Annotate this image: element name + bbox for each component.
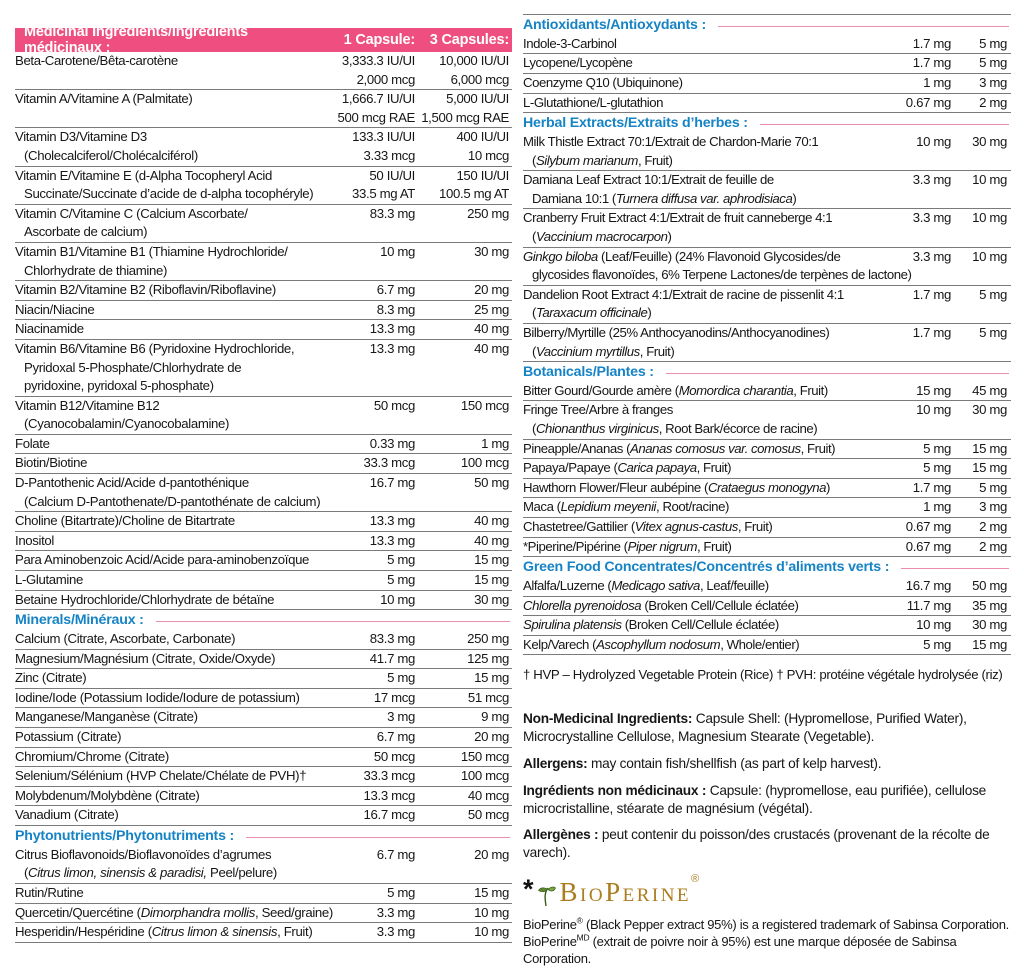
amount-3-capsules: 20 mg (474, 846, 509, 862)
ingredient-name: Rutin/Rutine (15, 884, 84, 900)
ingredient-row (15, 454, 512, 474)
paragraph-text: Capsule: (hypromellose, eau purifiée), cellulose microcristalline, stéarate de magnésium (végétal). (523, 782, 987, 816)
amount-1-capsule: 3.3 mg (912, 210, 951, 226)
ingredient-row (15, 689, 512, 709)
amount-1-capsule: 41.7 mg (369, 650, 415, 666)
heading-underline (718, 26, 1009, 27)
info-paragraph (523, 826, 1011, 862)
info-paragraph (523, 782, 1011, 818)
ingredient-name: Hesperidin/Hespéridine (Citrus limon & sinensis, Fruit) (15, 924, 313, 940)
amount-3-capsules: 150 IU/UI 100.5 mg AT (439, 167, 509, 202)
amount-1-capsule: 5 mg (923, 440, 951, 456)
ingredient-row (523, 324, 1011, 362)
bioperine-logo: * BioPerine ® (523, 879, 1011, 911)
ingredient-name: Niacin/Niacine (15, 301, 95, 317)
amount-3-capsules: 45 mg (972, 382, 1007, 398)
ingredient-row (523, 518, 1011, 538)
heading-underline (156, 621, 510, 622)
amount-3-capsules: 5 mg (979, 286, 1007, 302)
amount-3-capsules: 150 mcg (460, 397, 509, 413)
amount-3-capsules: 9 mg (481, 709, 509, 725)
ingredient-row (523, 248, 1011, 286)
amount-1-capsule: 10 mg (916, 402, 951, 418)
ingredient-name: D-Pantothenic Acid/Acide d-pantothénique (Calcium D-Pantothenate/D-pantothénate de calcium) (15, 475, 321, 509)
non-medicinal-info (523, 710, 1011, 862)
amount-1-capsule: 10 mg (380, 591, 415, 607)
ingredient-name: Maca (Lepidium meyenii, Root/racine) (523, 499, 729, 515)
ingredient-row (523, 440, 1011, 460)
amount-3-capsules: 20 mg (474, 282, 509, 298)
amount-3-capsules: 35 mg (972, 597, 1007, 613)
paragraph-text: peut contenir du poisson/des crustacés (provenant de la récolte de varech). (523, 827, 990, 861)
amount-1-capsule: 11.7 mg (906, 597, 951, 613)
ingredient-row (15, 904, 512, 924)
amount-1-capsule: 3 mg (387, 709, 415, 725)
amount-3-capsules: 50 mg (474, 475, 509, 491)
ingredient-name: Damiana Leaf Extract 10:1/Extrait de feuille de Damiana 10:1 (Turnera diffusa var. aphrodisiaca) (523, 172, 797, 206)
medicinal-header-title: Medicinal Ingredients/Ingrédients médicinaux : (24, 24, 248, 56)
amount-3-capsules: 30 mg (474, 243, 509, 259)
ingredient-name: Cranberry Fruit Extract 4:1/Extrait de fruit canneberge 4:1 (Vaccinium macrocarpon) (523, 210, 833, 244)
section-heading-label: Botanicals/Plantes : (523, 364, 654, 381)
ingredient-row (523, 538, 1011, 558)
ingredient-row (523, 597, 1011, 617)
ingredient-row (15, 669, 512, 689)
amount-1-capsule: 13.3 mcg (363, 787, 415, 803)
amount-1-capsule: 133.3 IU/UI 3.33 mcg (352, 129, 415, 163)
ingredient-row (15, 340, 512, 397)
amount-3-capsules: 20 mg (474, 728, 509, 744)
ingredient-name: Molybdenum/Molybdène (Citrate) (15, 787, 200, 803)
amount-1-capsule: 5 mg (387, 884, 415, 900)
ingredient-row (523, 401, 1011, 439)
amount-1-capsule: 5 mg (923, 460, 951, 476)
medicinal-header-bar (15, 24, 512, 56)
amount-1-capsule: 13.3 mg (369, 340, 415, 356)
ingredient-name: *Piperine/Pipérine (Piper nigrum, Fruit) (523, 538, 732, 554)
ingredient-name: Biotin/Biotine (15, 455, 88, 471)
ingredient-row (15, 767, 512, 787)
leaf-icon (535, 885, 557, 912)
amount-3-capsules: 10 mg (972, 210, 1007, 226)
section-heading (523, 558, 1011, 577)
amount-1-capsule: 5 mg (387, 670, 415, 686)
ingredient-row (523, 171, 1011, 209)
ingredient-name: Iodine/Iode (Potassium Iodide/Iodure de potassium) (15, 689, 300, 705)
ingredient-name: Selenium/Sélénium (HVP Chelate/Chélate de PVH)† (15, 768, 307, 784)
asterisk-mark: * (523, 873, 534, 904)
amount-3-capsules: 30 mg (972, 402, 1007, 418)
ingredient-name: Kelp/Varech (Ascophyllum nodosum, Whole/entier) (523, 636, 800, 652)
amount-3-capsules: 250 mg (467, 205, 509, 221)
amount-3-capsules: 5 mg (979, 324, 1007, 340)
ingredient-name: Calcium (Citrate, Ascorbate, Carbonate) (15, 631, 236, 647)
ingredient-row (523, 577, 1011, 597)
ingredient-name: Manganese/Manganèse (Citrate) (15, 709, 198, 725)
ingredient-row (523, 54, 1011, 74)
amount-3-capsules: 40 mg (474, 532, 509, 548)
ingredient-row (523, 94, 1011, 114)
amount-3-capsules: 5,000 IU/UI 1,500 mcg RAE (421, 91, 509, 125)
amount-3-capsules: 2 mg (979, 94, 1007, 110)
ingredient-row (15, 512, 512, 532)
ingredient-row (15, 728, 512, 748)
info-paragraph (523, 755, 1011, 773)
amount-1-capsule: 3,333.3 IU/UI 2,000 mcg (341, 53, 415, 87)
ingredient-name: Chlorella pyrenoidosa (Broken Cell/Cellule éclatée) (523, 597, 799, 613)
amount-3-capsules: 25 mg (474, 301, 509, 317)
ingredient-name: Vanadium (Citrate) (15, 807, 119, 823)
heading-underline (246, 837, 510, 838)
ingredient-name: Papaya/Papaye (Carica papaya, Fruit) (523, 460, 732, 476)
ingredient-row (15, 708, 512, 728)
amount-1-capsule: 83.3 mg (369, 205, 415, 221)
ingredient-row (523, 35, 1011, 55)
amount-3-capsules: 2 mg (979, 538, 1007, 554)
heading-underline (901, 568, 1009, 569)
amount-1-capsule: 10 mg (380, 243, 415, 259)
ingredient-row (15, 281, 512, 301)
amount-3-capsules: 10,000 IU/UI 6,000 mcg (439, 53, 509, 87)
trademark-note (523, 916, 1011, 967)
ingredient-name: Coenzyme Q10 (Ubiquinone) (523, 74, 683, 90)
amount-1-capsule: 3.3 mg (912, 248, 951, 264)
ingredient-row (15, 650, 512, 670)
ingredient-row (15, 320, 512, 340)
trademark-line: BioPerine® (Black Pepper extract 95%) is a registered trademark of Sabinsa Corporation. (523, 915, 1009, 932)
amount-3-capsules: 100 mcg (460, 768, 509, 784)
amount-1-capsule: 1 mg (923, 499, 951, 515)
ingredient-row (15, 787, 512, 807)
amount-3-capsules: 3 mg (979, 74, 1007, 90)
amount-3-capsules: 15 mg (474, 884, 509, 900)
amount-3-capsules: 1 mg (481, 435, 509, 451)
amount-3-capsules: 150 mcg (460, 748, 509, 764)
amount-3-capsules: 5 mg (979, 55, 1007, 71)
ingredient-name: Vitamin B6/Vitamine B6 (Pyridoxine Hydrochloride, Pyridoxal 5-Phosphate/Chlorhydrate de pyridoxine, pyridoxal 5-phosphate) (15, 340, 295, 394)
ingredient-row (15, 630, 512, 650)
amount-3-capsules: 40 mg (474, 321, 509, 337)
amount-1-capsule: 50 mcg (373, 397, 415, 413)
section-heading-label: Minerals/Minéraux : (15, 612, 144, 629)
amount-1-capsule: 13.3 mg (369, 321, 415, 337)
section-heading-label: Phytonutrients/Phytonutriments : (15, 827, 235, 844)
ingredient-row (15, 806, 512, 826)
ingredient-name: Inositol (15, 532, 54, 548)
amount-3-capsules: 10 mg (474, 924, 509, 940)
ingredient-row (15, 846, 512, 884)
ingredient-row (15, 397, 512, 435)
amount-1-capsule: 5 mg (387, 552, 415, 568)
ingredient-row (15, 52, 512, 90)
ingredient-name: Beta-Carotene/Bêta-carotène (15, 53, 178, 68)
amount-1-capsule: 15 mg (916, 382, 951, 398)
ingredient-name: Choline (Bitartrate)/Choline de Bitartrate (15, 513, 235, 529)
amount-1-capsule: 13.3 mg (369, 532, 415, 548)
amount-3-capsules: 15 mg (972, 636, 1007, 652)
amount-1-capsule: 10 mg (916, 133, 951, 149)
amount-3-capsules: 51 mcg (467, 689, 509, 705)
amount-3-capsules: 50 mcg (467, 807, 509, 823)
ingredient-row (523, 616, 1011, 636)
amount-1-capsule: 1.7 mg (912, 55, 951, 71)
ingredient-name: Alfalfa/Luzerne (Medicago sativa, Leaf/feuille) (523, 578, 769, 594)
ingredient-name: Chastetree/Gattilier (Vitex agnus-castus, Fruit) (523, 519, 773, 535)
ingredient-name: Para Aminobenzoic Acid/Acide para-aminobenzoïque (15, 552, 310, 568)
amount-3-capsules: 40 mcg (467, 787, 509, 803)
ingredient-name: Pineapple/Ananas (Ananas comosus var. comosus, Fruit) (523, 440, 836, 456)
ingredient-name: Vitamin E/Vitamine E (d-Alpha Tocopheryl Acid Succinate/Succinate d’acide de d-alpha tocophéryle) (15, 167, 314, 202)
ingredient-name: Folate (15, 435, 50, 451)
ingredient-row (15, 205, 512, 243)
amount-1-capsule: 6.7 mg (376, 728, 415, 744)
amount-1-capsule: 0.33 mg (369, 435, 415, 451)
amount-3-capsules: 2 mg (979, 519, 1007, 535)
amount-1-capsule: 0.67 mg (905, 519, 951, 535)
amount-1-capsule: 6.7 mg (376, 282, 415, 298)
paragraph-lead: Non-Medicinal Ingredients: (523, 711, 693, 727)
ingredient-row (15, 532, 512, 552)
ingredient-name: Bilberry/Myrtille (25% Anthocyanodins/Anthocyanodines) (Vaccinium myrtillus, Fruit) (523, 324, 830, 359)
amount-1-capsule: 83.3 mg (369, 631, 415, 647)
amount-1-capsule: 16.7 mg (369, 475, 415, 491)
left-column (15, 24, 512, 943)
amount-1-capsule: 13.3 mg (369, 513, 415, 529)
amount-3-capsules: 30 mg (972, 133, 1007, 149)
ingredient-row (523, 74, 1011, 94)
amount-3-capsules: 3 mg (979, 499, 1007, 515)
heading-underline (760, 124, 1009, 125)
paragraph-text: may contain fish/shellfish (as part of kelp harvest). (587, 756, 882, 771)
column-header-3-capsules: 3 Capsules: (429, 32, 509, 48)
ingredient-name: Ginkgo biloba (Leaf/Feuille) (24% Flavonoid Glycosides/de glycosides flavonoïdes, 6% Terpene Lactones/de terpènes de lactone) (523, 248, 912, 283)
amount-1-capsule: 3.3 mg (376, 904, 415, 920)
amount-1-capsule: 3.3 mg (912, 172, 951, 188)
amount-3-capsules: 100 mcg (460, 455, 509, 471)
amount-1-capsule: 50 IU/UI 33.5 mg AT (352, 167, 415, 202)
amount-1-capsule: 33.3 mcg (363, 455, 415, 471)
amount-3-capsules: 5 mg (979, 35, 1007, 51)
amount-3-capsules: 50 mg (972, 578, 1007, 594)
amount-3-capsules: 30 mg (972, 617, 1007, 633)
section-heading-label: Herbal Extracts/Extraits d’herbes : (523, 115, 748, 132)
amount-3-capsules: 15 mg (972, 440, 1007, 456)
section-heading (523, 16, 1011, 35)
amount-3-capsules: 250 mg (467, 631, 509, 647)
amount-1-capsule: 5 mg (923, 636, 951, 652)
ingredient-row (523, 286, 1011, 324)
ingredient-row (15, 435, 512, 455)
amount-3-capsules: 15 mg (474, 552, 509, 568)
section-heading (15, 827, 512, 846)
amount-1-capsule: 16.7 mcg (363, 807, 415, 823)
ingredient-name: Milk Thistle Extract 70:1/Extrait de Chardon-Marie 70:1 (Silybum marianum, Fruit) (523, 133, 819, 168)
ingredient-row (523, 133, 1011, 171)
paragraph-text: Capsule Shell: (Hypromellose, Purified Water), Microcrystalline Cellulose, Magnesium Stearate (Vegetable). (523, 711, 967, 745)
amount-1-capsule: 0.67 mg (905, 94, 951, 110)
section-heading-label: Antioxidants/Antioxydants : (523, 17, 706, 33)
ingredient-name: Indole-3-Carbinol (523, 35, 617, 51)
ingredient-name: Vitamin B12/Vitamine B12 (Cyanocobalamin/Cyanocobalamine) (15, 397, 230, 432)
amount-3-capsules: 125 mg (467, 650, 509, 666)
amount-1-capsule: 1.7 mg (912, 324, 951, 340)
ingredient-name: Betaine Hydrochloride/Chlorhydrate de bétaïne (15, 591, 275, 607)
section-heading (15, 611, 512, 630)
amount-3-capsules: 15 mg (474, 670, 509, 686)
amount-3-capsules: 10 mg (474, 904, 509, 920)
paragraph-lead: Allergènes : (523, 827, 599, 843)
hvp-footnote: † HVP – Hydrolyzed Vegetable Protein (Rice) † PVH: protéine végétale hydrolysée (riz) (523, 667, 1003, 683)
bioperine-logo-block (523, 872, 1011, 967)
ingredient-name: Niacinamide (15, 321, 84, 337)
ingredient-name: Chromium/Chrome (Citrate) (15, 748, 169, 764)
ingredient-row (15, 748, 512, 768)
ingredient-row (15, 571, 512, 591)
amount-1-capsule: 50 mcg (373, 748, 415, 764)
amount-1-capsule: 10 mg (916, 617, 951, 633)
amount-3-capsules: 40 mg (474, 513, 509, 529)
left-ingredient-table (15, 52, 512, 943)
right-column (523, 14, 1011, 967)
ingredient-row (523, 479, 1011, 499)
ingredient-name: Potassium (Citrate) (15, 728, 122, 744)
ingredient-row (15, 551, 512, 571)
section-heading (523, 114, 1011, 133)
ingredient-row (523, 636, 1011, 656)
amount-1-capsule: 1,666.7 IU/UI 500 mcg RAE (337, 91, 415, 125)
ingredient-name: Zinc (Citrate) (15, 670, 87, 686)
ingredient-row (523, 382, 1011, 402)
ingredient-name: Spirulina platensis (Broken Cell/Cellule éclatée) (523, 617, 779, 633)
amount-1-capsule: 6.7 mg (376, 846, 415, 862)
amount-3-capsules: 5 mg (979, 479, 1007, 495)
section-heading-label: Green Food Concentrates/Concentrés d’aliments verts : (523, 559, 890, 576)
ingredient-row (523, 498, 1011, 518)
amount-1-capsule: 1.7 mg (912, 286, 951, 302)
ingredient-name: Fringe Tree/Arbre à franges (Chionanthus virginicus, Root Bark/écorce de racine) (523, 402, 818, 437)
amount-1-capsule: 1.7 mg (912, 35, 951, 51)
amount-1-capsule: 8.3 mg (376, 301, 415, 317)
ingredient-name: Quercetin/Quercétine (Dimorphandra mollis, Seed/graine) (15, 904, 333, 920)
right-ingredient-table (523, 16, 1011, 655)
amount-3-capsules: 10 mg (972, 172, 1007, 188)
ingredient-name: Vitamin B2/Vitamine B2 (Riboflavin/Riboflavine) (15, 282, 276, 298)
amount-3-capsules: 30 mg (474, 591, 509, 607)
ingredient-row (15, 243, 512, 281)
amount-1-capsule: 0.67 mg (905, 538, 951, 554)
paragraph-lead: Ingrédients non médicinaux : (523, 782, 707, 798)
ingredient-name: Hawthorn Flower/Fleur aubépine (Crataegus monogyna) (523, 479, 830, 495)
ingredient-name: L-Glutathione/L-glutathion (523, 94, 664, 110)
section-heading (523, 363, 1011, 382)
ingredient-name: Dandelion Root Extract 4:1/Extrait de racine de pissenlit 4:1 (Taraxacum officinale) (523, 286, 844, 321)
ingredient-name: Bitter Gourd/Gourde amère (Momordica charantia, Fruit) (523, 382, 828, 398)
ingredient-name: Citrus Bioflavonoids/Bioflavonoïdes d’agrumes (Citrus limon, sinensis & paradisi, Peel/pelure) (15, 846, 277, 881)
ingredient-row (15, 923, 512, 943)
amount-1-capsule: 16.7 mg (905, 578, 951, 594)
amount-3-capsules: 10 mg (972, 248, 1007, 264)
ingredient-row (15, 167, 512, 205)
amount-1-capsule: 17 mcg (373, 689, 415, 705)
ingredient-row (15, 591, 512, 611)
ingredient-name: L-Glutamine (15, 572, 83, 588)
ingredient-name: Vitamin D3/Vitamine D3 (Cholecalciferol/Cholécalciférol) (15, 129, 198, 163)
amount-3-capsules: 40 mg (474, 340, 509, 356)
heading-underline (666, 373, 1009, 374)
ingredient-row (15, 128, 512, 166)
paragraph-lead: Allergens: (523, 756, 588, 771)
ingredient-name: Vitamin C/Vitamine C (Calcium Ascorbate/ Ascorbate de calcium) (15, 205, 248, 240)
amount-1-capsule: 1.7 mg (912, 479, 951, 495)
ingredient-row (523, 209, 1011, 247)
ingredient-name: Vitamin A/Vitamine A (Palmitate) (15, 91, 193, 107)
amount-1-capsule: 5 mg (387, 572, 415, 588)
ingredient-row (15, 301, 512, 321)
ingredient-name: Lycopene/Lycopène (523, 55, 633, 71)
column-header-1-capsule: 1 Capsule: (343, 32, 415, 48)
amount-1-capsule: 3.3 mg (376, 924, 415, 940)
info-paragraph (523, 710, 1011, 746)
ingredient-name: Vitamin B1/Vitamine B1 (Thiamine Hydrochloride/ Chlorhydrate de thiamine) (15, 243, 288, 278)
ingredient-row (15, 884, 512, 904)
ingredient-name: Magnesium/Magnésium (Citrate, Oxide/Oxyde) (15, 650, 276, 666)
amount-1-capsule: 33.3 mcg (363, 768, 415, 784)
trademark-line: BioPerine$^{MD}$ (extrait de poivre noir à 95%) est une marque déposée de Sabinsa Corporation. (523, 932, 957, 966)
amount-1-capsule: 1 mg (923, 74, 951, 90)
bioperine-wordmark: BioPerine (559, 876, 692, 907)
amount-3-capsules: 400 IU/UI 10 mcg (456, 129, 509, 163)
ingredient-row (15, 474, 512, 512)
ingredient-row (15, 90, 512, 128)
amount-3-capsules: 15 mg (474, 572, 509, 588)
amount-3-capsules: 15 mg (972, 460, 1007, 476)
ingredient-row (523, 459, 1011, 479)
